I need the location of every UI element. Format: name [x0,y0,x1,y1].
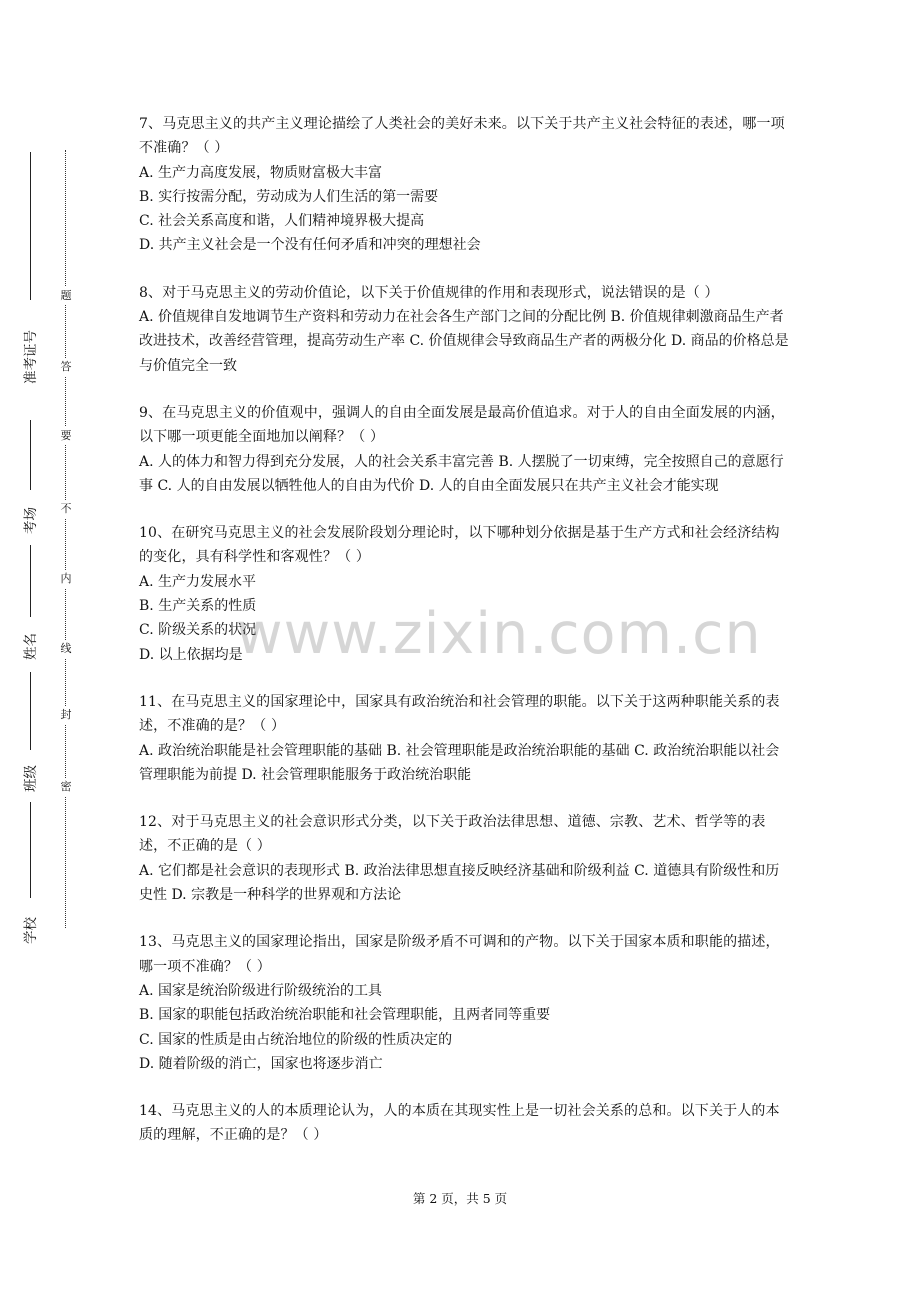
option-b: B. 生产关系的性质 [139,598,257,615]
seal-word-ti: 题 [57,287,75,305]
question-stem: 8、对于马克思主义的劳动价值论，以下关于价值规律的作用和表现形式，说法错误的是（ ） [139,284,719,301]
question-stem: 11、在马克思主义的国家理论中，国家具有政治统治和社会管理的职能。以下关于这两种职能关系的表述，不准确的是？（ ） [139,693,780,735]
question-stem: 10、在研究马克思主义的社会发展阶段划分理论时，以下哪种划分依据是基于生产方式和社会经济结构的变化，具有科学性和客观性？（ ） [139,525,780,566]
question-14 [139,1099,791,1148]
seal-word-feng: 封 [57,706,75,724]
options-inline: A. 它们都是社会意识的表现形式 B. 政治法律思想直接反映经济基础和阶级利益 C. 道德具有阶级性和历史性 D. 宗教是一种科学的世界观和方法论 [139,862,780,904]
seal-word-da: 答 [57,358,75,376]
option-a: A. 生产力发展水平 [139,573,257,590]
option-d: D. 随着阶级的消亡，国家也将逐步消亡 [139,1055,383,1072]
question-stem: 13、马克思主义的国家理论指出，国家是阶级矛盾不可调和的产物。以下关于国家本质和职能的描述，哪一项不准确？（ ） [139,934,780,975]
question-12 [139,810,791,907]
question-13 [139,930,791,1076]
label-class: 班级 [23,765,39,792]
question-7 [139,112,791,258]
option-b: B. 实行按需分配，劳动成为人们生活的第一需要 [139,188,439,205]
option-c: C. 社会关系高度和谐，人们精神境界极大提高 [139,213,425,230]
question-list [139,112,791,1171]
watermark: www.zixin.com.cn [236,601,762,667]
label-exam-number: 准考证号 [23,330,39,384]
underline-xm [30,545,31,617]
seal-word-mi: 密 [57,778,75,796]
underline-kc [30,420,31,490]
underline-bj [30,672,31,750]
option-d: D. 共产主义社会是一个没有任何矛盾和冲突的理想社会 [139,237,481,254]
seal-word-bu: 不 [57,500,75,518]
question-stem: 12、对于马克思主义的社会意识形式分类，以下关于政治法律思想、道德、宗教、艺术、哲学等的表述，不正确的是（ ） [139,814,766,855]
label-exam-room: 考场 [23,507,39,534]
seal-word-xian: 线 [57,640,75,658]
option-a: A. 国家是统治阶级进行阶级统治的工具 [139,982,383,999]
seal-word-yao: 要 [57,427,75,445]
page-number: 第 2 页，共 5 页 [412,1191,508,1206]
options-inline: A. 价值规律自发地调节生产资料和劳动力在社会各生产部门之间的分配比例 B. 价值规律刺激商品生产者改进技术，改善经营管理，提高劳动生产率 C. 价值规律会导致商品生产者的两极分化 D. 商品的价格总是与价值完全一致 [139,309,789,374]
options-inline: A. 政治统治职能是社会管理职能的基础 B. 社会管理职能是政治统治职能的基础 C. 政治统治职能以社会管理职能为前提 D. 社会管理职能服务于政治统治职能 [139,742,780,783]
option-c: C. 阶级关系的状况 [139,622,257,639]
seal-dotted-line [65,150,66,928]
question-9 [139,401,791,498]
label-school: 学校 [23,917,39,944]
seal-word-nei: 内 [57,570,75,588]
question-8 [139,281,791,378]
options-inline: A. 人的体力和智力得到充分发展，人的社会关系丰富完善 B. 人摆脱了一切束缚，完全按照自己的意愿行事 C. 人的自由发展以牺牲他人的自由为代价 D. 人的自由全面发展只在共产主义社会才能实现 [139,453,784,494]
question-stem: 9、在马克思主义的价值观中，强调人的自由全面发展是最高价值追求。对于人的自由全面发展的内涵，以下哪一项更能全面地加以阐释？（ ） [139,404,785,446]
label-name: 姓名 [23,633,39,660]
question-stem: 14、马克思主义的人的本质理论认为，人的本质在其现实性上是一切社会关系的总和。以下关于人的本质的理解，不正确的是？（ ） [139,1103,780,1144]
option-c: C. 国家的性质是由占统治地位的阶级的性质决定的 [139,1031,453,1048]
underline-zkzh [30,152,31,300]
option-d: D. 以上依据均是 [139,646,243,663]
question-stem: 7、马克思主义的共产主义理论描绘了人类社会的美好未来。以下关于共产主义社会特征的表述，哪一项不准确？（ ） [139,116,785,157]
option-b: B. 国家的职能包括政治统治职能和社会管理职能，且两者同等重要 [139,1007,551,1024]
question-10 [139,521,791,667]
option-a: A. 生产力高度发展，物质财富极大丰富 [139,164,383,181]
underline-xx [30,802,31,898]
question-11 [139,690,791,787]
